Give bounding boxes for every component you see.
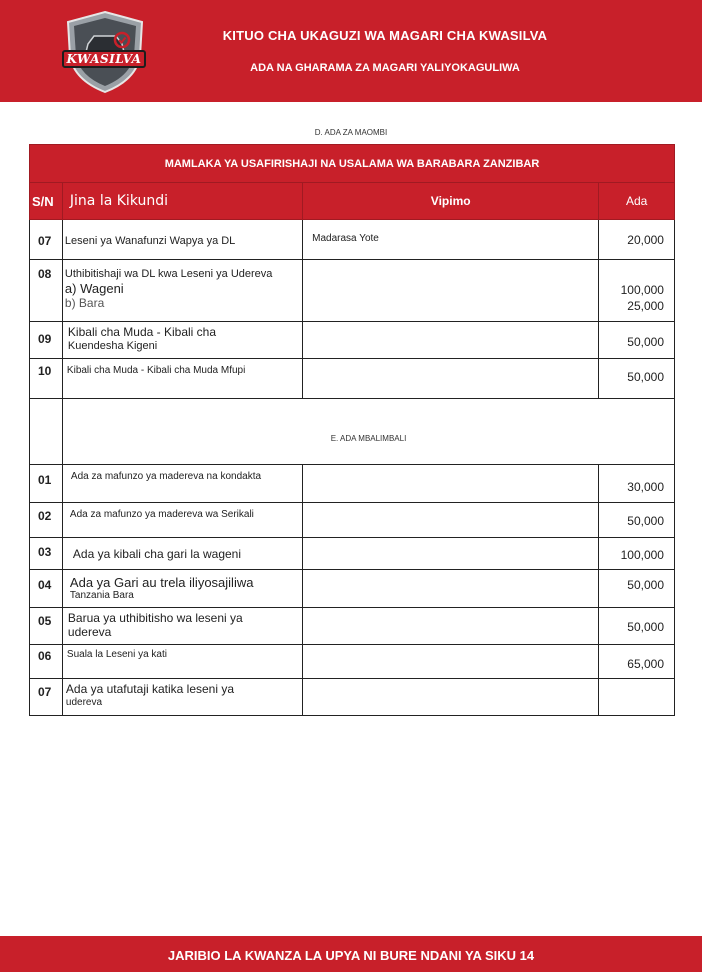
row-ada-group xyxy=(599,260,674,321)
row-ada: 30,000 xyxy=(627,480,664,494)
row-sn: 03 xyxy=(30,538,63,569)
logo-wordmark: KWASILVA xyxy=(62,50,146,68)
row-name: Ada za mafunzo ya madereva wa Serikali xyxy=(63,503,303,537)
row-name: Ada ya utafutaji katika leseni ya xyxy=(65,682,235,696)
page-title: KITUO CHA UKAGUZI WA MAGARI CHA KWASILVA xyxy=(222,28,548,43)
row-ada: 50,000 xyxy=(627,620,664,634)
row-ada xyxy=(599,679,674,715)
row-ada: 20,000 xyxy=(627,233,664,247)
row-ada-b: 25,000 xyxy=(627,299,664,313)
row-sn: 09 xyxy=(30,322,63,358)
row-vipimo xyxy=(303,465,599,502)
row-name: Ada ya Gari au trela iliyosajiliwa xyxy=(69,575,254,590)
section-e-blank-cell xyxy=(30,399,63,464)
header-ada: Ada xyxy=(625,194,648,208)
table-row xyxy=(29,538,675,570)
row-name-group xyxy=(63,679,303,715)
row-sn: 01 xyxy=(30,465,63,502)
row-name: Ada ya kibali cha gari la wageni xyxy=(63,538,303,569)
row-name: Kibali cha Muda - Kibali cha xyxy=(67,325,216,339)
table-row xyxy=(29,503,675,538)
table-row xyxy=(29,679,675,716)
row-name-group xyxy=(63,260,303,321)
table-row xyxy=(29,465,675,503)
row-name: Kibali cha Muda - Kibali cha Muda Mfupi xyxy=(63,359,303,398)
row-ada-a: 100,000 xyxy=(620,283,664,297)
row-name-a: a) Wageni xyxy=(64,281,124,296)
row-sn: 06 xyxy=(30,645,63,678)
table-header-row xyxy=(29,182,675,220)
row-vipimo xyxy=(303,322,599,358)
table-row xyxy=(29,608,675,645)
row-name-2: udereva xyxy=(65,697,103,708)
row-sn: 10 xyxy=(30,359,63,398)
row-vipimo xyxy=(303,538,599,569)
row-vipimo xyxy=(303,570,599,607)
row-sn: 04 xyxy=(30,570,63,607)
row-sn: 08 xyxy=(30,260,63,321)
table-row xyxy=(29,645,675,679)
row-vipimo: Madarasa Yote xyxy=(303,220,599,259)
row-name: Barua ya uthibitisho wa leseni ya xyxy=(67,611,243,625)
row-vipimo xyxy=(303,645,599,678)
row-name: Suala la Leseni ya kati xyxy=(63,645,303,678)
row-name-2: Kuendesha Kigeni xyxy=(67,340,158,352)
table-row xyxy=(29,220,675,260)
row-ada: 50,000 xyxy=(627,578,664,592)
header-banner xyxy=(0,0,702,102)
header-name: Jina la Kikundi xyxy=(63,183,303,219)
row-ada: 50,000 xyxy=(627,370,664,384)
row-vipimo xyxy=(303,359,599,398)
table-row xyxy=(29,570,675,608)
row-vipimo xyxy=(303,503,599,537)
row-ada: 100,000 xyxy=(620,548,664,562)
row-vipimo xyxy=(303,608,599,644)
row-vipimo xyxy=(303,260,599,321)
row-name-b: b) Bara xyxy=(64,296,105,310)
fees-table xyxy=(29,144,675,716)
row-ada: 50,000 xyxy=(627,335,664,349)
section-e-row xyxy=(29,399,675,465)
row-vipimo xyxy=(303,679,599,715)
row-name-group xyxy=(63,608,303,644)
header-sn: S/N xyxy=(30,183,63,219)
row-name: Leseni ya Wanafunzi Wapya ya DL xyxy=(63,220,303,259)
row-name-group xyxy=(63,570,303,607)
row-name-2: udereva xyxy=(67,625,112,639)
row-sn: 05 xyxy=(30,608,63,644)
row-name-2: Tanzania Bara xyxy=(69,590,134,601)
row-name: Uthibitishaji wa DL kwa Leseni ya Udereva xyxy=(64,268,273,280)
row-name: Ada za mafunzo ya madereva na kondakta xyxy=(63,465,303,502)
section-e-heading: E. ADA MBALIMBALI xyxy=(330,434,407,443)
footer-banner: JARIBIO LA KWANZA LA UPYA NI BURE NDANI YA SIKU 14 xyxy=(0,936,702,972)
section-d-heading: D. ADA ZA MAOMBI xyxy=(314,128,388,137)
table-row xyxy=(29,359,675,399)
table-banner: MAMLAKA YA USAFIRISHAJI NA USALAMA WA BARABARA ZANZIBAR xyxy=(29,144,675,182)
table-row xyxy=(29,322,675,359)
header-vipimo: Vipimo xyxy=(303,183,599,219)
row-ada: 65,000 xyxy=(627,657,664,671)
row-ada: 50,000 xyxy=(627,514,664,528)
row-sn: 07 xyxy=(30,679,63,715)
table-row xyxy=(29,260,675,322)
row-name-group xyxy=(63,322,303,358)
page-subtitle: ADA NA GHARAMA ZA MAGARI YALIYOKAGULIWA xyxy=(250,62,520,74)
row-sn: 07 xyxy=(30,220,63,259)
row-sn: 02 xyxy=(30,503,63,537)
